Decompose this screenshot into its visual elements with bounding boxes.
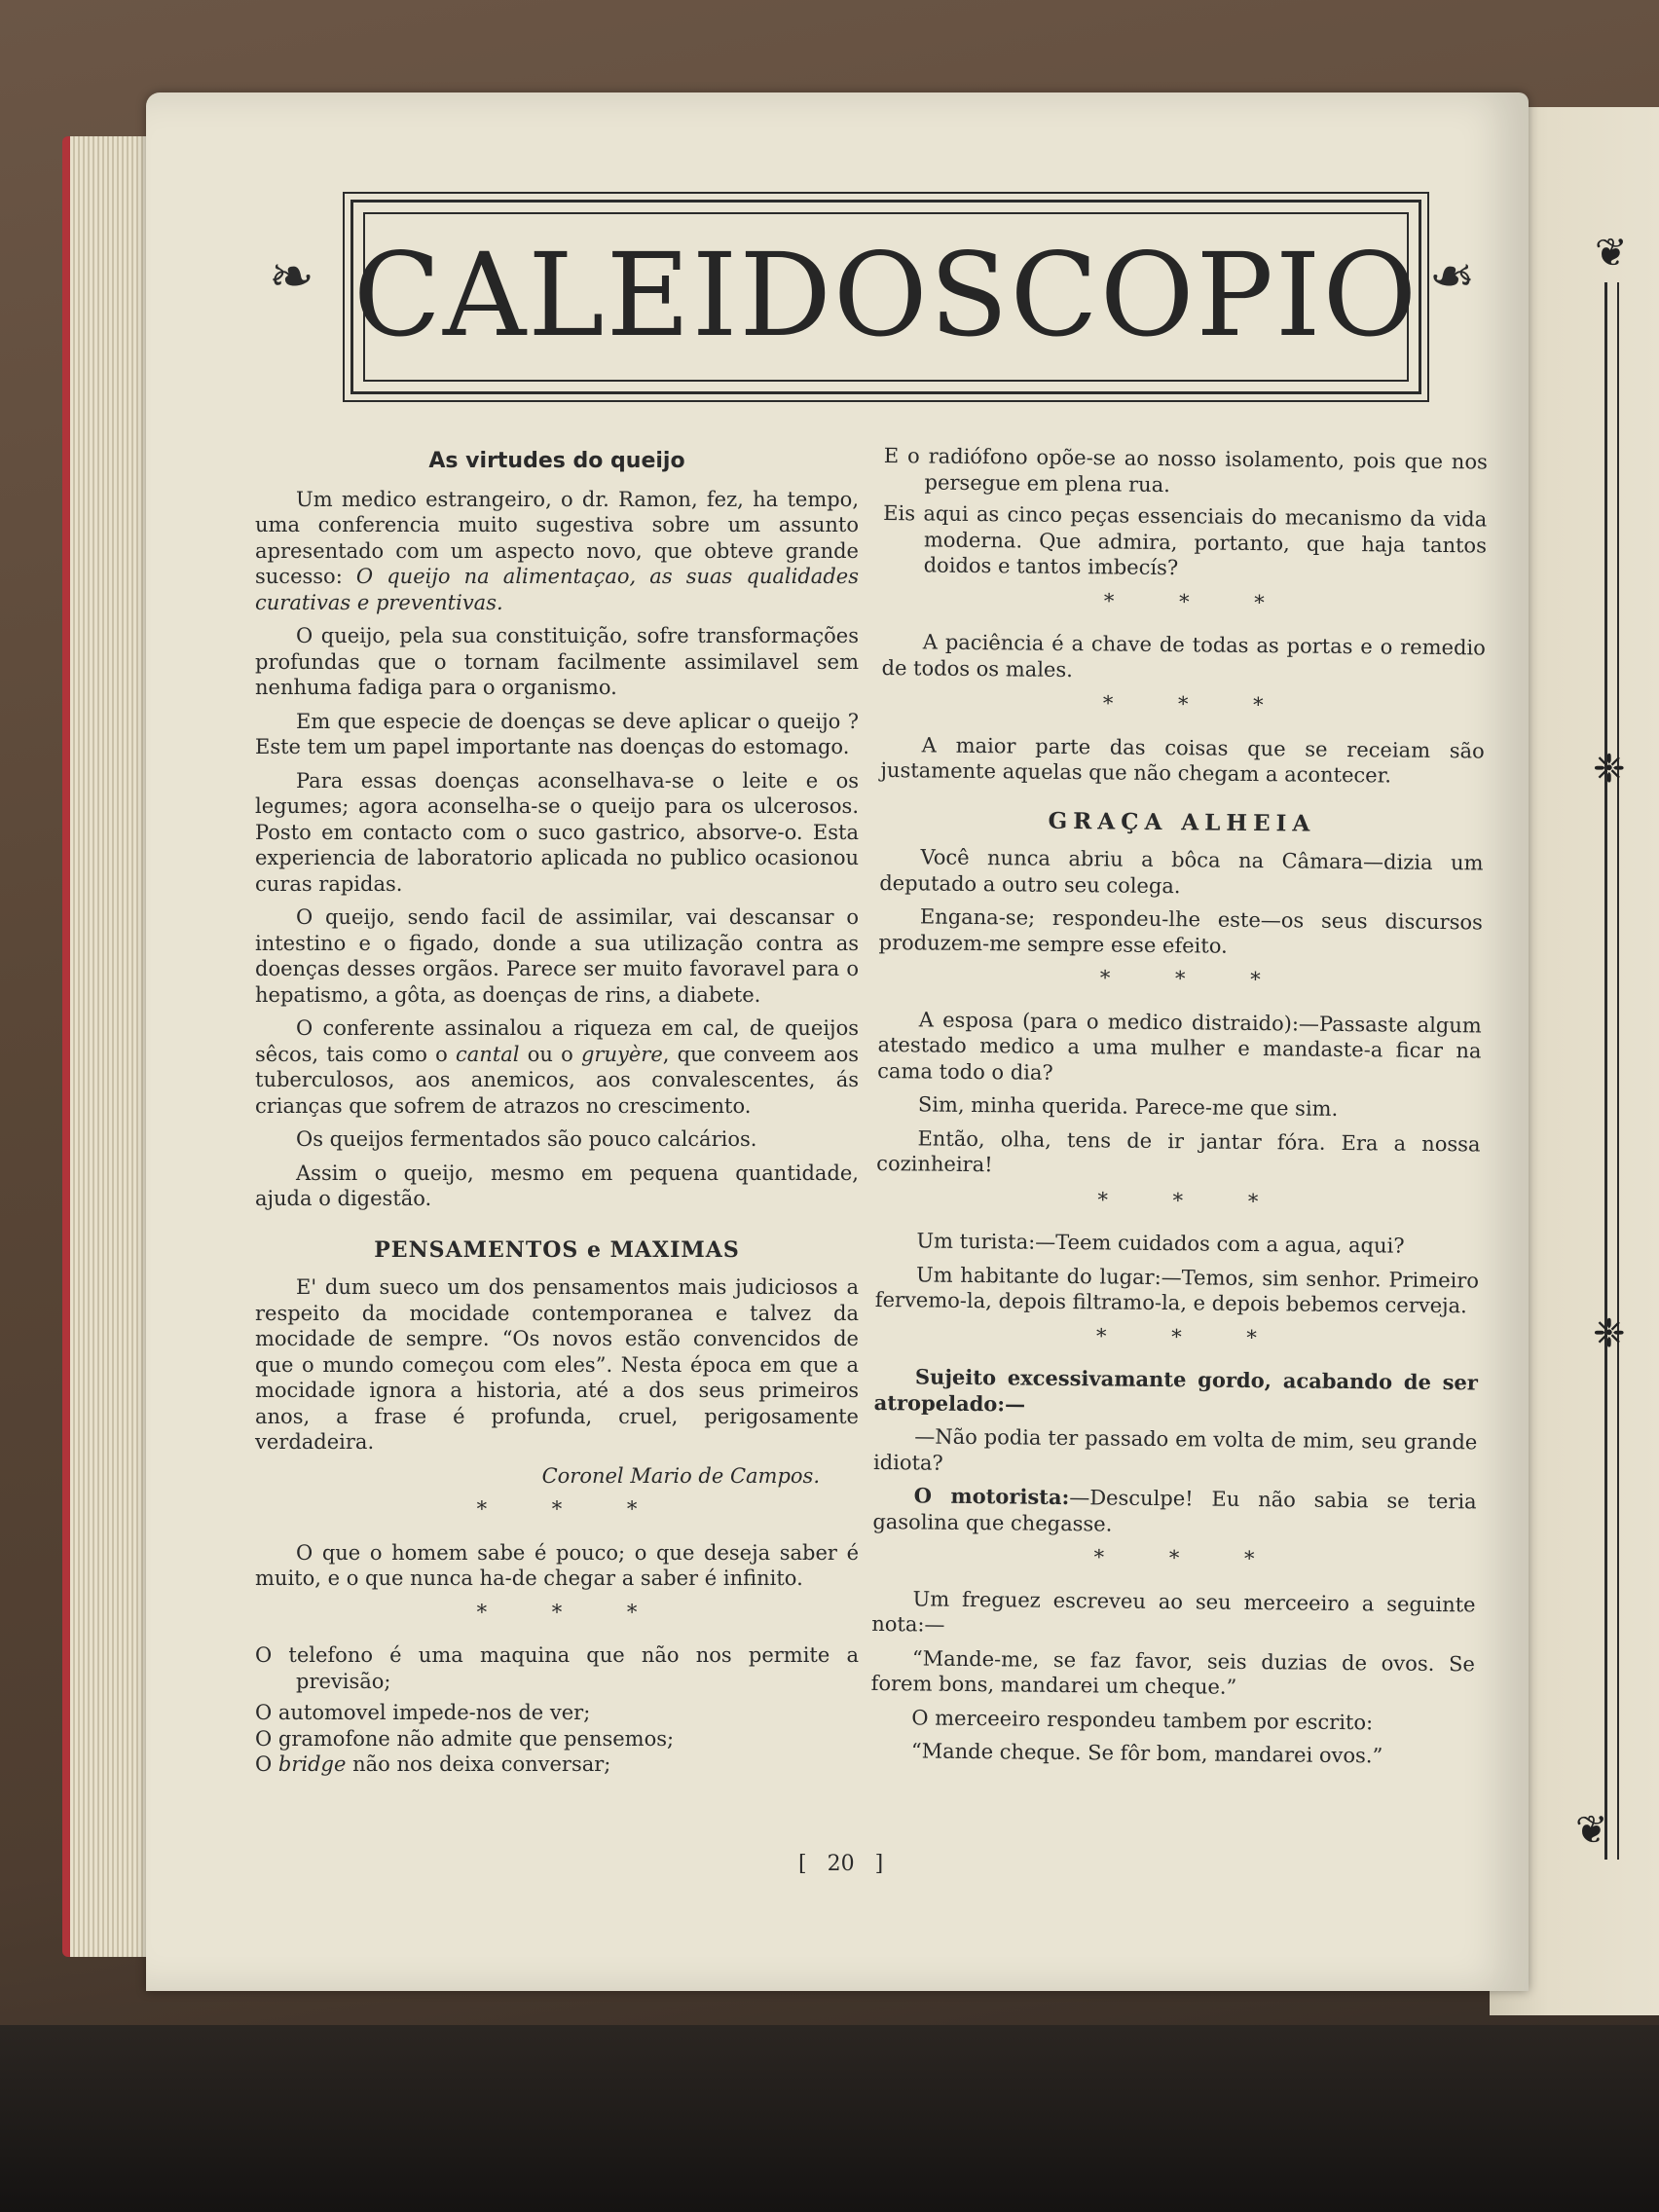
ornament-icon: ❦ xyxy=(1575,1808,1608,1853)
paragraph: Então, olha, tens de ir jantar fóra. Era a nossa cozinheira! xyxy=(876,1125,1481,1177)
list-item xyxy=(255,1751,859,1778)
paragraph: A maior parte das coisas que se receiam são justamente aquelas que não chegam a acontecer. xyxy=(880,732,1485,788)
flourish-right-icon: ❧ xyxy=(1429,245,1475,309)
paragraph: “Mande-me, se faz favor, seis duzias de ovos. Se forem bons, mandarei um cheque.” xyxy=(870,1645,1476,1699)
separator-stars: * * * xyxy=(1097,1187,1259,1213)
separator-stars: * * * xyxy=(1099,966,1261,992)
separator-stars: * * * xyxy=(1095,1323,1257,1349)
paragraph: Engana-se; respondeu-lhe este—os seus discursos produzem-me sempre esse efeito. xyxy=(878,904,1484,958)
flourish-left-icon: ❧ xyxy=(269,245,314,309)
paragraph: Você nunca abriu a bôca na Câmara—dizia um deputado a outro seu colega. xyxy=(879,845,1484,898)
section-heading-queijo: As virtudes do queijo xyxy=(428,449,685,473)
paragraph: O merceeiro respondeu tambem por escrito: xyxy=(911,1705,1374,1734)
paragraph xyxy=(872,1483,1477,1540)
paragraph: Um turista:—Teem cuidados com a agua, aqui? xyxy=(916,1229,1405,1258)
cheese-name: gruyère xyxy=(580,1042,663,1066)
cheese-name: cantal xyxy=(456,1042,520,1066)
paragraph-text: ou o xyxy=(519,1042,581,1066)
paragraph: O queijo, sendo facil de assimilar, vai descansar o intestino e o figado, donde a sua utilização contra as doenças desses orgãos. Parece ser muito favoravel para o hepatismo, a gôta, as doenças de rins, a diabete. xyxy=(255,905,859,1007)
paragraph: Para essas doenças aconselhava-se o leite e os legumes; agora aconselha-se o queijo para os ulcerosos. Posto em contacto com o suco gastrico, absorve-o. Esta experiencia de laboratorio aplicada no publico ocasionou curas rapidas. xyxy=(255,768,859,896)
paragraph-text: , que conveem aos tuberculosos, aos anemicos, aos convalescentes, ás crianças que sofrem de atrazos no crescimento. xyxy=(255,1042,859,1118)
paragraph: “Mande cheque. Se fôr bom, mandarei ovos.” xyxy=(910,1739,1383,1768)
speaker-label: O motorista: xyxy=(913,1483,1070,1510)
ornament-icon: ❈ xyxy=(1593,747,1626,792)
list-item: E o radiófono opõe-se ao nosso isolamento, pois que nos persegue em plena rua. xyxy=(883,443,1488,497)
paragraph: O queijo, pela sua constituição, sofre transformações profundas que o tornam facilmente assimilavel sem nenhuma fadiga para o organismo. xyxy=(255,624,859,699)
game-name: bridge xyxy=(277,1752,347,1776)
paragraph: Sim, minha querida. Parece-me que sim. xyxy=(917,1092,1339,1121)
signature: Coronel Mario de Campos. xyxy=(541,1463,820,1488)
paragraph-text: O conferente assinalou a riqueza em cal, de queijos sêcos, tais como o xyxy=(255,1016,859,1066)
separator-stars: * * * xyxy=(1102,691,1264,718)
section-heading-pensamentos: PENSAMENTOS e MAXIMAS xyxy=(374,1236,740,1263)
page-title: CALEIDOSCOPIO xyxy=(352,228,1419,362)
paragraph: O que o homem sabe é pouco; o que deseja saber é muito, e o que nunca ha-de chegar a saber é infinito. xyxy=(255,1540,859,1590)
paragraph: E' dum sueco um dos pensamentos mais judiciosos a respeito da mocidade contemporanea e talvez da mocidade de sempre. “Os novos estão convencidos de que o mundo começou com eles”. Nesta época em que a mocidade ignora a historia, até a dos seus primeiros anos, a frase é profunda, cruel, perigosamente verdadeira. xyxy=(255,1275,859,1454)
paragraph: A paciência é a chave de todas as portas e o remedio de todos os males. xyxy=(881,630,1486,682)
paragraph: A esposa (para o medico distraido):—Passaste algum atestado medico a uma mulher e mandaste-a ficar na cama todo o dia? xyxy=(877,1007,1482,1085)
paragraph xyxy=(874,1364,1479,1421)
separator-stars: * * * xyxy=(476,1497,638,1521)
right-page-border xyxy=(1604,282,1619,1860)
separator-stars: * * * xyxy=(476,1600,638,1624)
list-item: O automovel impede-nos de ver; xyxy=(255,1701,591,1724)
paragraph: Um freguez escreveu ao seu merceeiro a seguinte nota:— xyxy=(871,1586,1476,1637)
right-column xyxy=(870,443,1488,1778)
ornament-icon: ❈ xyxy=(1593,1311,1626,1356)
list-item: O telefono é uma maquina que não nos permite a previsão; xyxy=(255,1643,859,1693)
paragraph xyxy=(255,487,859,616)
paragraph-text: Um medico estrangeiro, o dr. Ramon, fez, ha tempo, uma conferencia muito sugestiva sobre um assunto apresentado com um aspecto novo, que obteve grande sucesso: xyxy=(255,487,859,588)
paragraph: Eis aqui as cinco peças essenciais do mecanismo da vida moderna. Que admira, portanto, que haja tantos doidos e tantos imbecís? xyxy=(883,500,1488,580)
ornament-icon: ❦ xyxy=(1595,231,1628,276)
separator-stars: * * * xyxy=(1093,1545,1255,1571)
paragraph-text: —Desculpe! Eu não sabia se teria gasolina que chegasse. xyxy=(872,1486,1477,1536)
paragraph: —Não podia ter passado em volta de mim, seu grande idiota? xyxy=(872,1424,1478,1475)
paragraph: Um habitante do lugar:—Temos, sim senhor. Primeiro fervemo-la, depois filtramo-la, e depois bebemos cerveja. xyxy=(874,1262,1480,1318)
section-heading-graca-alheia: GRAÇA ALHEIA xyxy=(1048,807,1316,837)
paragraph: Em que especie de doenças se deve aplicar o queijo ? Este tem um papel importante nas doenças do estomago. xyxy=(255,709,859,758)
paragraph xyxy=(255,1015,859,1119)
page-number: [ 20 ] xyxy=(798,1852,884,1876)
floor-shadow xyxy=(0,2025,1659,2212)
lecture-title: O queijo na alimentaçao, as suas qualidades curativas e preventivas. xyxy=(255,565,859,614)
paragraph: Os queijos fermentados são pouco calcários. xyxy=(296,1127,757,1151)
speaker-label: Sujeito excessivamante gordo, acabando de ser atropelado:— xyxy=(873,1364,1479,1417)
left-column xyxy=(255,443,859,1784)
list-item: O gramofone não admite que pensemos; xyxy=(255,1726,675,1751)
list-text: não nos deixa conversar; xyxy=(346,1752,611,1776)
list-text: O xyxy=(255,1752,278,1776)
page-number-value: 20 xyxy=(827,1852,855,1876)
separator-stars: * * * xyxy=(1103,588,1265,614)
paragraph: Assim o queijo, mesmo em pequena quantidade, ajuda o digestão. xyxy=(255,1161,859,1210)
